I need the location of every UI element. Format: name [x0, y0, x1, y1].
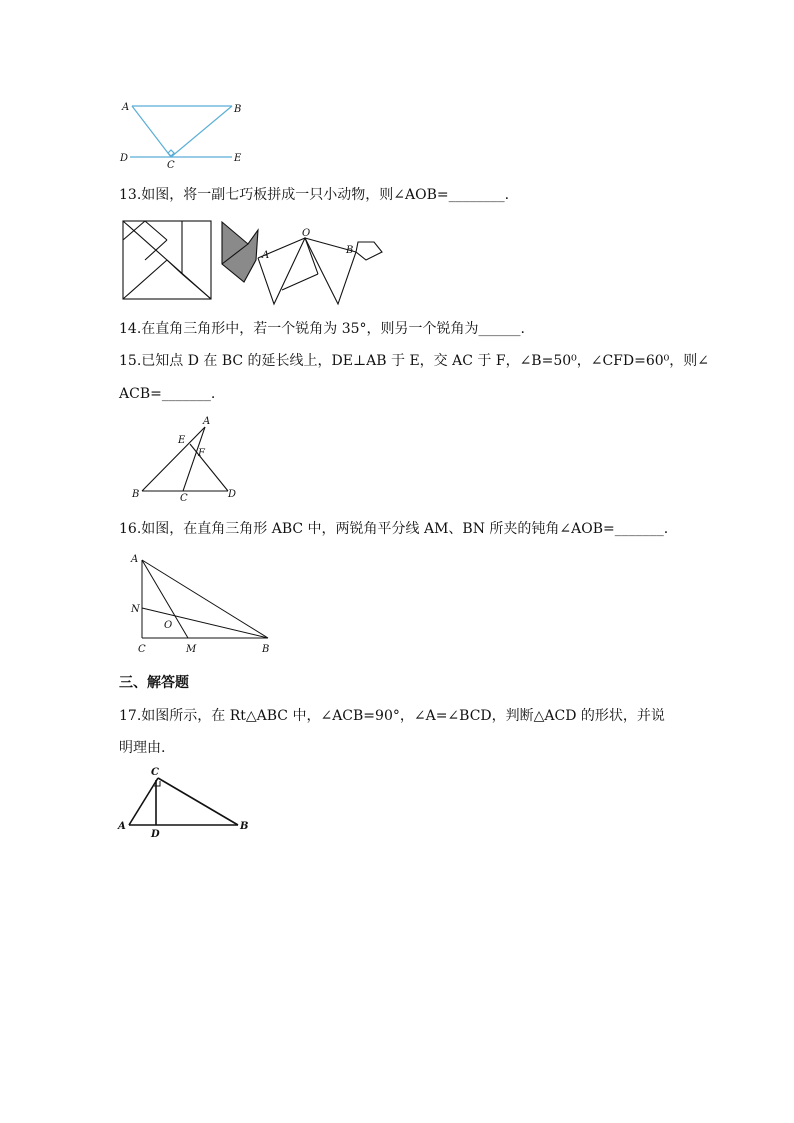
- label-o: O: [164, 620, 173, 631]
- label-b: B: [234, 104, 242, 115]
- question-15-line-2: ACB=_______.: [119, 386, 216, 402]
- figure-q15: [128, 412, 242, 504]
- figure-q16: [128, 552, 278, 656]
- label-c: C: [167, 160, 175, 171]
- label-a: A: [203, 416, 211, 427]
- question-16: 16.如图，在直角三角形 ABC 中，两锐角平分线 AM、BN 所夹的钝角∠AOB=_______.: [119, 521, 669, 537]
- label-a: A: [118, 821, 126, 832]
- label-a: A: [131, 554, 139, 565]
- label-a: A: [122, 102, 130, 113]
- segment-bc: [171, 106, 232, 157]
- label-e: E: [178, 435, 186, 446]
- figure-q17: [116, 764, 256, 840]
- label-c: C: [151, 767, 159, 778]
- figure-q12: [112, 96, 252, 174]
- figure-q13-tangram-square: [120, 218, 214, 302]
- section-title-answers: 三、解答题: [119, 675, 189, 691]
- label-b: B: [346, 245, 354, 256]
- figure-q13-tangram-animal: [218, 220, 388, 306]
- label-o: O: [302, 228, 311, 239]
- question-14: 14.在直角三角形中，若一个锐角为 35°，则另一个锐角为______.: [119, 321, 525, 337]
- label-d: D: [120, 153, 129, 164]
- segment-ac: [132, 106, 171, 157]
- label-n: N: [131, 604, 140, 615]
- label-f: F: [198, 448, 205, 459]
- label-b: B: [262, 644, 270, 655]
- label-b: B: [132, 489, 140, 500]
- label-e: E: [234, 153, 242, 164]
- shaded-piece: [222, 222, 258, 282]
- label-b: B: [240, 821, 249, 832]
- label-d: D: [151, 829, 160, 840]
- label-d: D: [228, 489, 237, 500]
- label-m: M: [186, 644, 197, 655]
- question-17-line-1: 17.如图所示，在 Rt△ABC 中，∠ACB=90°，∠A=∠BCD，判断△ACD 的形状，并说: [119, 708, 665, 724]
- question-15-line-1: 15.已知点 D 在 BC 的延长线上，DE⊥AB 于 E，交 AC 于 F，∠B=50⁰，∠CFD=60⁰，则∠: [119, 353, 710, 369]
- label-c: C: [180, 493, 188, 504]
- question-17-line-2: 明理由.: [119, 740, 166, 756]
- label-a: A: [262, 250, 270, 261]
- question-13: 13.如图，将一副七巧板拼成一只小动物，则∠AOB=________.: [119, 187, 510, 203]
- label-c: C: [138, 644, 146, 655]
